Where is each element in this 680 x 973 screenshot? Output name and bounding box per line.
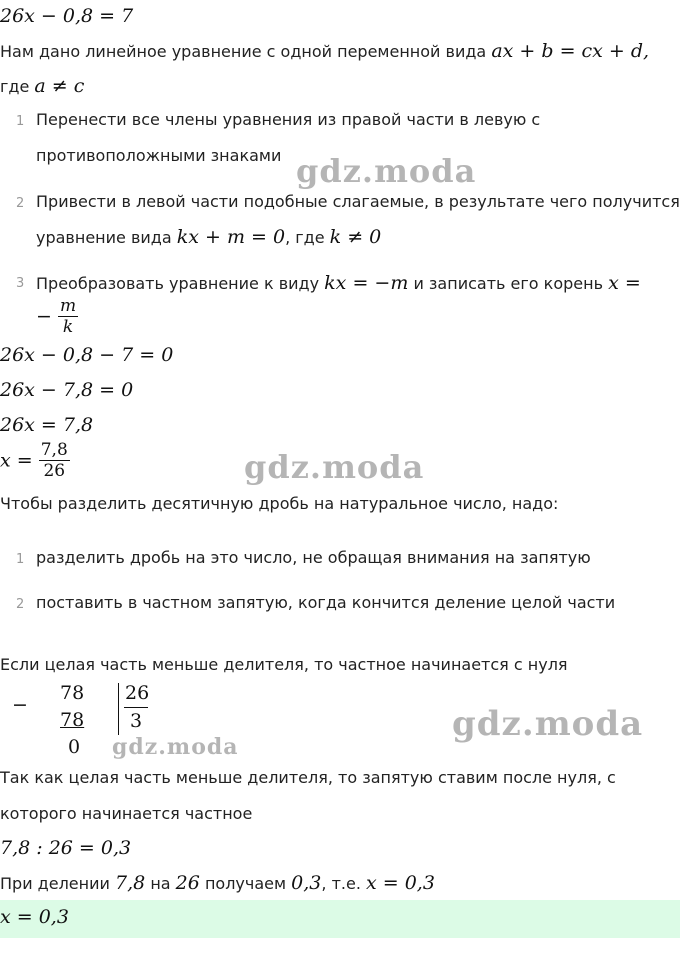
watermark-logo: gdz.moda <box>112 734 239 760</box>
step-text: Перенести все члены уравнения из правой части в левую с <box>36 110 541 129</box>
step-text-line2 <box>36 226 381 248</box>
step-text-mid: и записать его корень <box>413 274 603 293</box>
intro-cond-math: a ≠ c <box>34 75 85 97</box>
x-fraction <box>0 440 70 484</box>
zero-note: Если целая часть меньше делителя, то частное начинается с нуля <box>0 655 568 674</box>
fraction-numerator: 7,8 <box>40 440 68 460</box>
division-minus: − <box>12 694 28 716</box>
step-number: 2 <box>16 196 25 211</box>
division-quotient: 3 <box>130 710 143 732</box>
step-math: kx + m = 0 <box>176 226 286 248</box>
result-sentence <box>0 872 435 894</box>
division-divisor: 26 <box>125 682 150 704</box>
intro-line <box>0 40 649 62</box>
intro-text: Нам дано линейное уравнение с одной переменной вида <box>0 42 487 61</box>
intro-form: ax + b = cx + d, <box>491 40 650 62</box>
step-text: противоположными знаками <box>36 146 282 165</box>
division-intro: Чтобы разделить десятичную дробь на натуральное число, надо: <box>0 494 559 513</box>
division-step-text: поставить в частном запятую, когда кончится деление целой части <box>36 593 616 612</box>
step-text-mid: , где <box>285 228 325 247</box>
watermark-logo: gdz.moda <box>452 704 644 744</box>
result-math: 0,3 <box>291 872 322 894</box>
watermark-logo: gdz.moda <box>296 152 477 190</box>
division-dividend: 78 <box>60 682 85 704</box>
answer-box <box>0 900 680 938</box>
step-number: 1 <box>16 114 25 129</box>
division-result: 7,8 : 26 = 0,3 <box>0 837 132 859</box>
watermark-logo: gdz.moda <box>244 448 425 486</box>
fraction-denominator: k <box>62 317 74 337</box>
division-step-number: 1 <box>16 552 25 567</box>
result-text: , т.е. <box>321 874 361 893</box>
result-text: получаем <box>204 874 287 893</box>
division-remainder: 0 <box>68 736 81 758</box>
division-subtract: 78 <box>60 709 85 731</box>
answer-value: x = 0,3 <box>0 906 69 928</box>
comma-note-line1: Так как целая часть меньше делителя, то запятую ставим после нуля, с <box>0 768 616 787</box>
fraction-denominator: 26 <box>43 461 66 481</box>
step-math: kx = −m <box>324 272 409 294</box>
division-horizontal-line <box>124 707 148 708</box>
result-math: 26 <box>175 872 200 894</box>
result-text: на <box>150 874 171 893</box>
fraction-numerator: m <box>59 296 77 316</box>
step-text-prefix: Преобразовать уравнение к виду <box>36 274 320 293</box>
x-lhs: x = <box>0 449 33 472</box>
division-step-number: 2 <box>16 597 25 612</box>
initial-equation: 26x − 0,8 = 7 <box>0 5 134 27</box>
result-math: x = 0,3 <box>366 872 435 894</box>
result-text: При делении <box>0 874 110 893</box>
solution-line: 26x = 7,8 <box>0 414 94 436</box>
step-text: Привести в левой части подобные слагаемые, в результате чего получится <box>36 192 680 211</box>
intro-condition <box>0 75 84 97</box>
solution-line: 26x − 7,8 = 0 <box>0 379 134 401</box>
step-math-end: x = <box>608 272 641 294</box>
result-math: 7,8 <box>115 872 146 894</box>
comma-note-line2: которого начинается частное <box>0 804 253 823</box>
division-step-text: разделить дробь на это число, не обращая внимания на запятую <box>36 548 591 567</box>
intro-cond-prefix: где <box>0 77 30 96</box>
step-fraction <box>36 296 78 337</box>
step-text <box>36 272 641 294</box>
step-math-condition: k ≠ 0 <box>329 226 382 248</box>
step-text-prefix: уравнение вида <box>36 228 172 247</box>
division-vertical-line <box>118 683 119 735</box>
step-number: 3 <box>16 276 25 291</box>
solution-line: 26x − 0,8 − 7 = 0 <box>0 344 174 366</box>
minus-sign: − <box>36 305 52 328</box>
